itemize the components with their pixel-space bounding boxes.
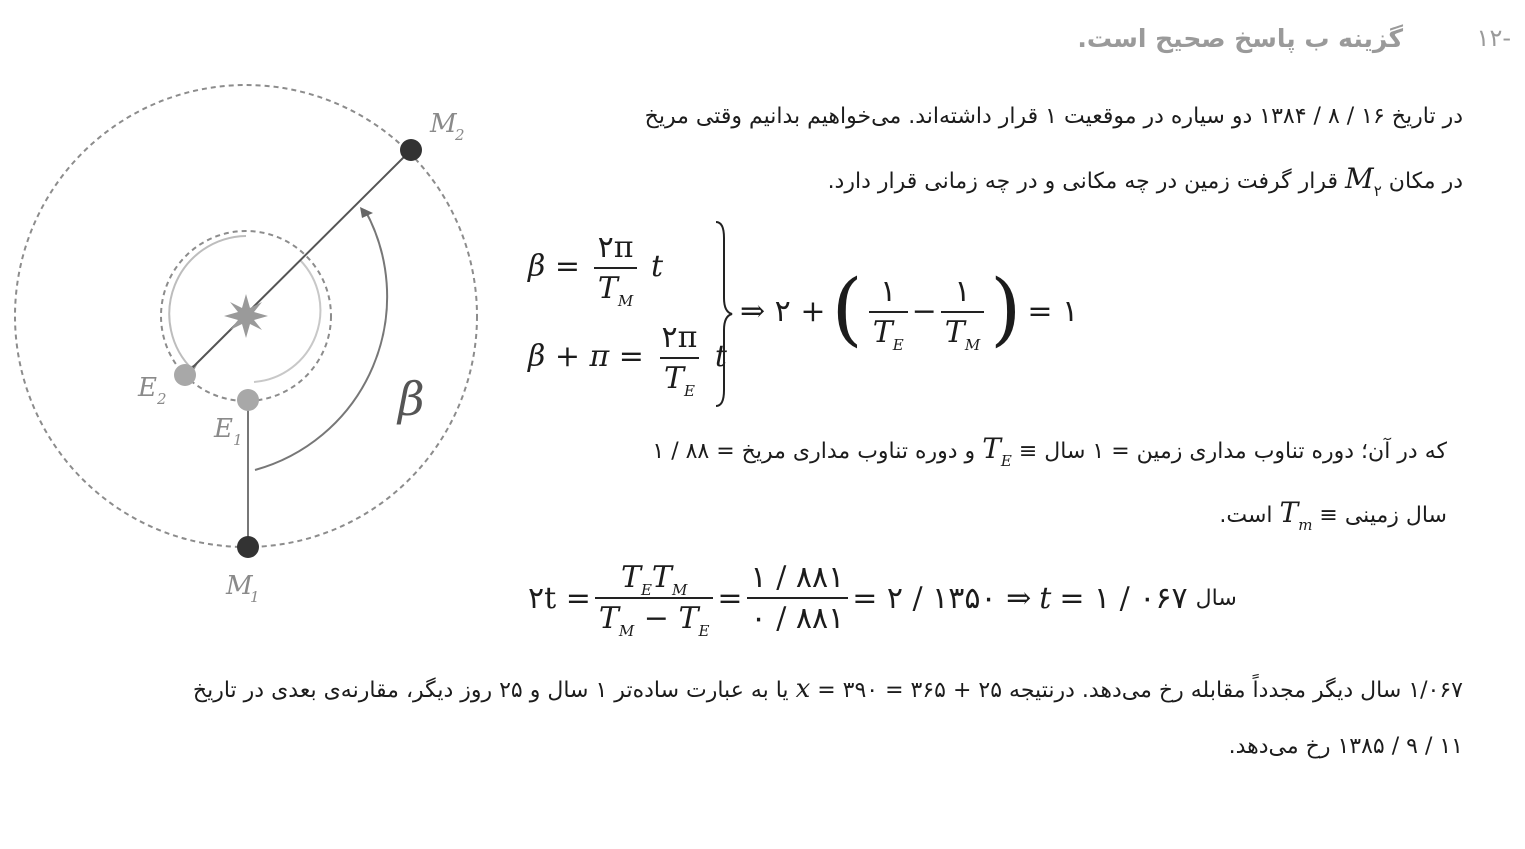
text-line-2: [827, 162, 1463, 200]
text-line-6: ۱۱ / ۹ / ۱۳۸۵ رخ می‌دهد.: [1228, 734, 1463, 759]
text-line-5: [193, 674, 1463, 704]
left-paren: (: [831, 262, 863, 355]
inv-tm-fraction: $\frac{۱}{T_M}$: [941, 274, 984, 350]
equals-one: = ۱: [1027, 294, 1079, 329]
e1-label-sub: 1: [233, 431, 243, 449]
implies-two-plus: ⇒ ۲ +: [740, 294, 826, 329]
minus-sign: −: [911, 294, 937, 329]
answer-statement: گزینه ب پاسخ صحیح است.: [1077, 24, 1403, 53]
eq3-t: t: [1039, 580, 1052, 616]
system-brace: [708, 218, 738, 410]
sun-icon: [224, 294, 268, 338]
eq1-numerator: ۲π: [597, 230, 634, 265]
m2-line: [185, 150, 411, 375]
te-variable-sub: E: [1000, 452, 1012, 470]
text-line-5-b: یا به عبارت ساده‌تر ۱ سال و ۲۵ روز دیگر، مقارنه‌ی بعدی در تاریخ: [192, 678, 789, 703]
eq3-unit: سال: [1195, 585, 1237, 611]
eq3-rest: = ۲ / ۱۳۵۰ ⇒: [852, 580, 1032, 616]
m2-variable: M: [1345, 162, 1374, 195]
question-number: ۱۲-: [1476, 24, 1511, 52]
text-line-3: [652, 432, 1447, 470]
inner-arc-right: [254, 260, 320, 382]
eq3-result: = ۱ / ۰۶۷: [1059, 580, 1188, 616]
eq2-lhs: β + π =: [528, 339, 644, 374]
tm-variable: T: [1279, 496, 1299, 529]
x-variable: x: [795, 674, 811, 704]
e1-label: E: [214, 414, 233, 444]
eq3-numeric-fraction: $\frac{۱ / ۸۸۱}{۰ / ۸۸۱}$: [747, 560, 849, 636]
equation-beta-pi: [528, 320, 727, 400]
beta-label: β: [398, 372, 425, 426]
eq3-lhs: ۲t =: [528, 580, 591, 616]
right-paren: ): [990, 262, 1022, 355]
e2-planet: [174, 364, 196, 386]
equation-result: [528, 560, 1237, 640]
text-line-3-a: که در آن؛ دوره تناوب مداری زمین = ۱ سال ≡: [1018, 439, 1447, 464]
m1-label: M: [226, 571, 253, 601]
eq2-t: t: [714, 339, 727, 374]
eq3-equals: =: [717, 580, 743, 616]
text-line-2-a: در مکان: [1388, 169, 1463, 194]
text-line-4: [1219, 496, 1447, 534]
e1-planet: [237, 389, 259, 411]
eq3-fraction: $\frac{T_ET_M}{T_M - T_E}$: [595, 560, 714, 636]
m1-label-sub: 1: [250, 588, 260, 606]
e2-label: E: [138, 373, 157, 403]
inv-te-fraction: $\frac{۱}{T_E}$: [869, 274, 908, 350]
te-variable: T: [982, 432, 1001, 465]
beta-arrowhead: [360, 207, 373, 218]
text-line-5-a: ۱/۰۶۷ سال دیگر مجدداً مقابله رخ می‌دهد. درنتیجه ۲۵ + ۳۶۵ = ۳۹۰ =: [817, 678, 1463, 703]
m2-label: M: [430, 109, 457, 139]
eq2-numerator: ۲π: [661, 320, 698, 355]
text-line-2-b: قرار گرفت زمین در چه مکانی و در چه زمانی قرار دارد.: [827, 169, 1339, 194]
m2-variable-sub: ۲: [1373, 182, 1382, 200]
eq1-lhs: β =: [528, 249, 581, 284]
beta-arc: [255, 210, 387, 470]
text-line-4-a: سال زمینی ≡: [1319, 503, 1447, 528]
equation-beta: [528, 230, 664, 310]
text-line-3-b: و دوره تناوب مداری مریخ = ۸۸ / ۱: [652, 439, 976, 464]
m1-planet: [237, 536, 259, 558]
tm-variable-sub: m: [1298, 516, 1313, 534]
text-line-4-b: است.: [1219, 503, 1273, 528]
eq1-fraction: [594, 230, 638, 310]
text-line-1: در تاریخ ۱۶ / ۸ / ۱۳۸۴ دو سیاره در موقعیت ۱ قرار داشته‌اند. می‌خواهیم بدانیم وقتی مریخ: [644, 104, 1463, 129]
equation-implication: [740, 262, 1078, 361]
eq1-denominator: $T_M$: [594, 267, 637, 306]
orbit-diagram: [0, 70, 500, 610]
m2-label-sub: 2: [455, 126, 465, 144]
e2-label-sub: 2: [157, 390, 167, 408]
m2-planet: [400, 139, 422, 161]
eq1-t: t: [650, 249, 664, 284]
earth-motion-arc: [169, 236, 246, 370]
eq2-denominator: $T_E$: [660, 357, 699, 396]
eq2-fraction: [658, 320, 702, 400]
